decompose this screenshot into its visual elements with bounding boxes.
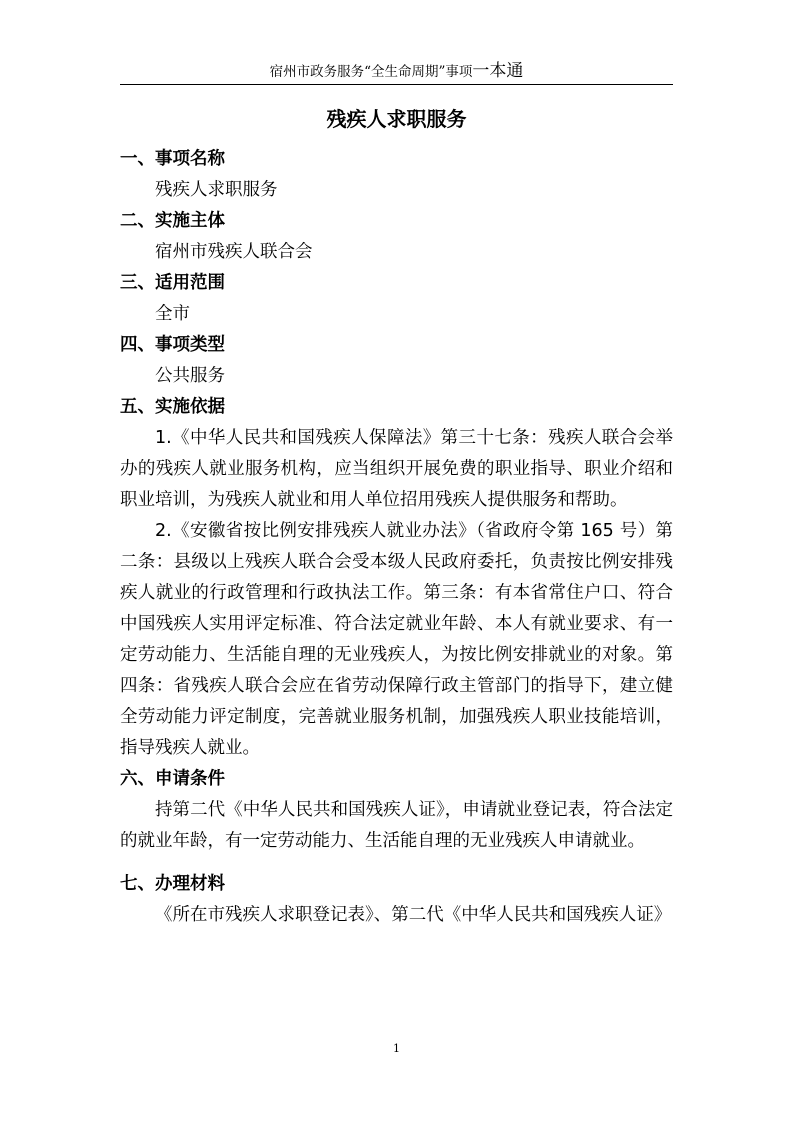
section-heading-application-conditions: 六、申请条件 (120, 769, 225, 789)
header-suffix: 一本通 (472, 61, 524, 81)
section-heading-scope: 三、适用范围 (120, 273, 225, 293)
application-conditions-paragraph: 持第二代《中华人民共和国残疾人证》，申请就业登记表，符合法定的就业年龄，有一定劳动能力、生活能自理的无业残疾人申请就业。 (120, 800, 673, 851)
section-value-item-type: 公共服务 (155, 366, 225, 386)
legal-basis-paragraph-1: 1.《中华人民共和国残疾人保障法》第三十七条：残疾人联合会举办的残疾人就业服务机构，应当组织开展免费的职业指导、职业介绍和职业培训，为残疾人就业和用人单位招用残疾人提供服务和帮助。 (120, 428, 673, 510)
section-heading-item-type: 四、事项类型 (120, 335, 225, 355)
section-heading-required-materials: 七、办理材料 (120, 874, 225, 894)
section-heading-implementing-body: 二、实施主体 (120, 211, 225, 231)
required-materials-paragraph: 《所在市残疾人求职登记表》、第二代《中华人民共和国残疾人证》 (155, 905, 672, 925)
header-text: 宿州市政务服务“全生命周期”事项 (269, 64, 473, 80)
section-heading-item-name: 一、事项名称 (120, 149, 225, 169)
section-value-implementing-body: 宿州市残疾人联合会 (155, 242, 313, 262)
section-heading-legal-basis: 五、实施依据 (120, 397, 225, 417)
section-value-item-name: 残疾人求职服务 (155, 180, 278, 200)
section-value-scope: 全市 (155, 304, 190, 324)
page-header (120, 62, 673, 81)
legal-basis-paragraph-2: 2.《安徽省按比例安排残疾人就业办法》（省政府令第 165 号）第二条：县级以上残疾人联合会受本级人民政府委托，负责按比例安排残疾人就业的行政管理和行政执法工作。第三条：有本省常住户口、符合中国残疾人实用评定标准、符合法定就业年龄、本人有就业要求、有一定劳动能力、生活能自理的无业残疾人，为按比例安排就业的对象。第四条：省残疾人联合会应在省劳动保障行政主管部门的指导下，建立健全劳动能力评定制度，完善就业服务机制，加强残疾人职业技能培训，指导残疾人就业。 (120, 521, 673, 758)
document-body (120, 144, 673, 931)
section-spacer (120, 857, 673, 869)
header-rule (120, 84, 673, 85)
page-number: 1 (393, 1042, 400, 1055)
document-title: 残疾人求职服务 (326, 107, 467, 131)
